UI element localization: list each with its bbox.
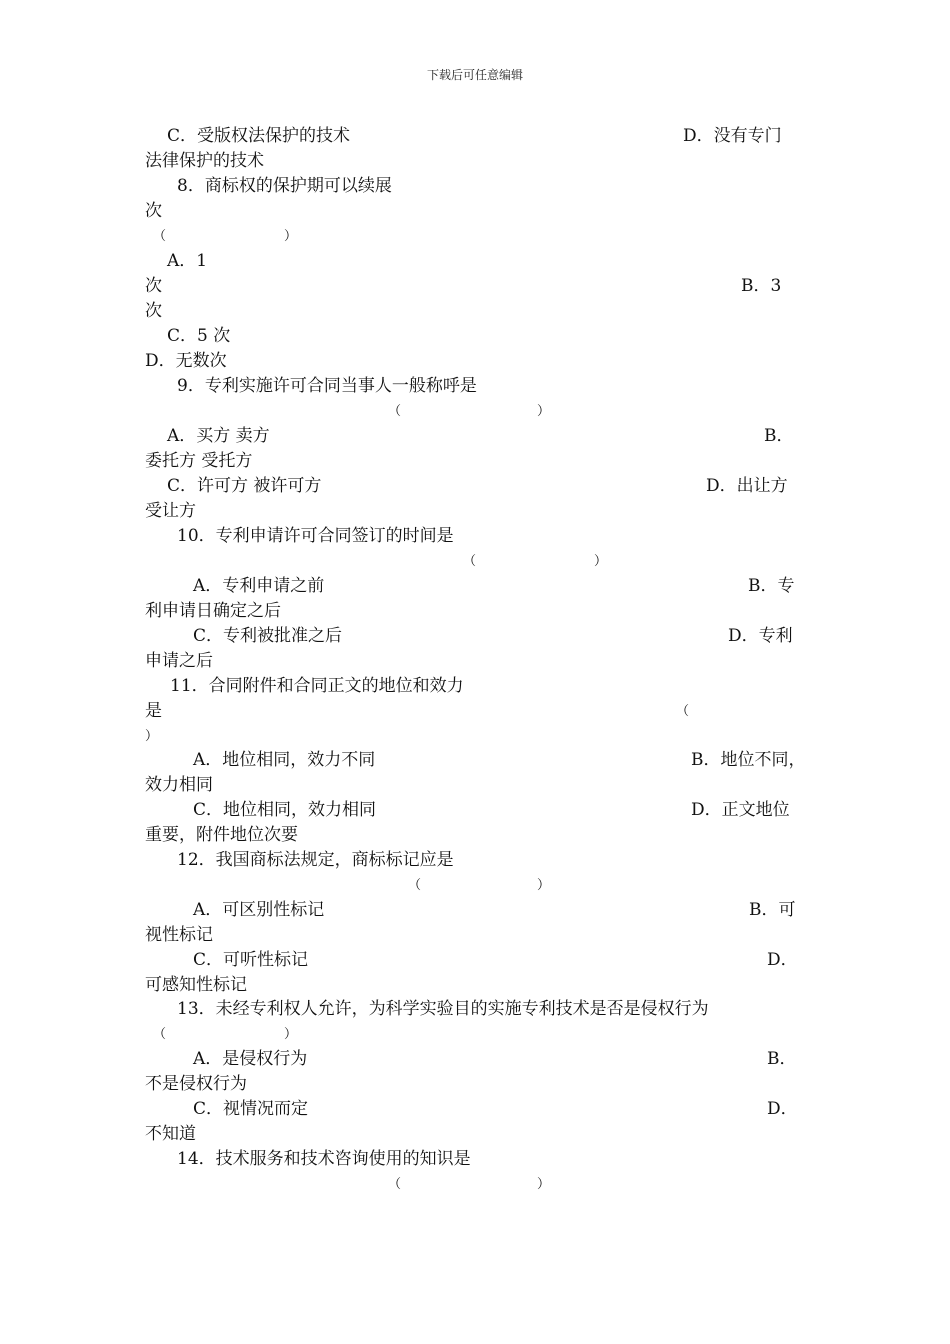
option-c-text: C．专利被批准之后 [193, 626, 343, 646]
option-a-text: A．地位相同，效力不同 [193, 750, 376, 770]
answer-bracket-close: ） [537, 1177, 551, 1192]
answer-bracket-open: （ [408, 878, 422, 893]
option-d-text: D．没有专门 [683, 126, 782, 146]
question-14: 14．技术服务和技术咨询使用的知识是 [177, 1149, 471, 1169]
option-a-text: A．是侵权行为 [193, 1049, 308, 1069]
option-a-text: A．可区别性标记 [193, 900, 325, 920]
question-12: 12．我国商标法规定，商标标记应是 [177, 850, 454, 870]
option-continuation: 利申请日确定之后 [145, 601, 281, 621]
option-continuation: 重要，附件地位次要 [145, 825, 298, 845]
answer-bracket-close: ） [537, 404, 551, 419]
option-c-text: C．可听性标记 [193, 950, 309, 970]
question-8: 8．商标权的保护期可以续展 [177, 176, 392, 196]
option-continuation: 次 [145, 276, 162, 296]
option-c-text: C．许可方 被许可方 [167, 476, 322, 496]
option-c-text: C．地位相同，效力相同 [193, 800, 377, 820]
option-d-text: D．正文地位 [691, 800, 790, 820]
question-13: 13．未经专利权人允许，为科学实验目的实施专利技术是否是侵权行为 [177, 999, 709, 1019]
option-c-text: C．受版权法保护的技术 [167, 126, 351, 146]
answer-bracket-close: ） [284, 229, 298, 244]
option-d-text: D．无数次 [145, 351, 227, 371]
option-continuation: 委托方 受托方 [145, 451, 253, 471]
option-d-text: D． [767, 950, 798, 970]
option-c-text: C．5 次 [167, 326, 231, 346]
option-b-text: B．专 [748, 576, 795, 596]
answer-bracket-close: ） [537, 878, 551, 893]
answer-bracket-open: （ [153, 229, 167, 244]
option-continuation: 申请之后 [145, 651, 213, 671]
option-continuation: 效力相同 [145, 775, 213, 795]
answer-bracket-close: ） [594, 554, 608, 569]
option-d-text: D． [767, 1099, 798, 1119]
option-c-text: C．视情况而定 [193, 1099, 309, 1119]
option-continuation: 视性标记 [145, 925, 213, 945]
option-continuation: 次 [145, 301, 162, 321]
option-b-text: B．可 [749, 900, 796, 920]
option-a-text: A．买方 卖方 [167, 426, 270, 446]
question-9: 9．专利实施许可合同当事人一般称呼是 [177, 376, 477, 396]
option-b-text: B．地位不同， [691, 750, 806, 770]
option-continuation: 不知道 [145, 1124, 196, 1144]
option-d-text: D．出让方 [706, 476, 788, 496]
question-10: 10．专利申请许可合同签订的时间是 [177, 526, 454, 546]
option-a-text: A．1 [167, 251, 208, 271]
option-continuation: 受让方 [145, 501, 196, 521]
answer-bracket-open: （ [153, 1027, 167, 1042]
question-continuation: 次 [145, 201, 162, 221]
answer-bracket-open: （ [676, 704, 690, 719]
option-continuation: 法律保护的技术 [145, 151, 264, 171]
question-11: 11．合同附件和合同正文的地位和效力 [170, 676, 464, 696]
option-d-text: D．专利 [728, 626, 793, 646]
answer-bracket-open: （ [388, 404, 402, 419]
option-b-text: B． [764, 426, 794, 446]
option-continuation: 不是侵权行为 [145, 1074, 247, 1094]
answer-bracket-open: （ [388, 1177, 402, 1192]
answer-bracket-open: （ [463, 554, 477, 569]
option-b-text: B． [767, 1049, 797, 1069]
option-a-text: A．专利申请之前 [193, 576, 325, 596]
answer-bracket-close: ） [145, 729, 159, 744]
answer-bracket-close: ） [284, 1027, 298, 1042]
option-b-text: B．3 [741, 276, 782, 296]
page-header: 下载后可任意编辑 [426, 68, 523, 82]
option-continuation: 可感知性标记 [145, 975, 247, 995]
question-continuation: 是 [145, 701, 162, 721]
